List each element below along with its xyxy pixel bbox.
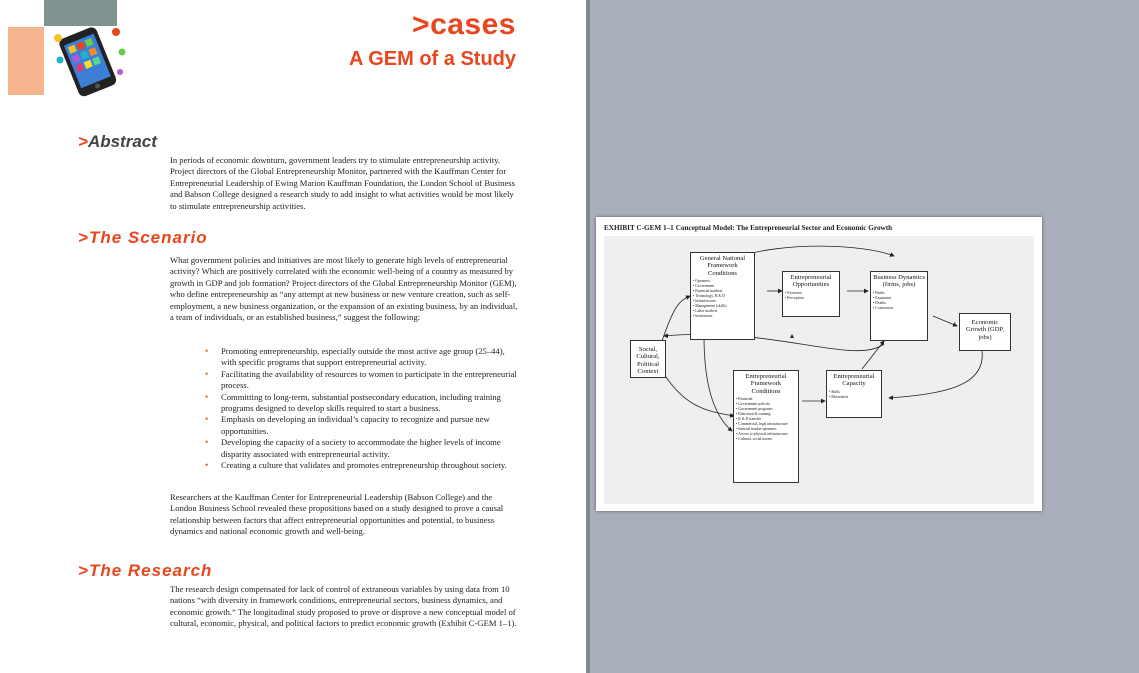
list-item: • Developing the capacity of a society to accommodate the higher levels of income disparity associated with entrepreneurial activity. (205, 437, 520, 460)
header-decor-block-orange (8, 27, 44, 95)
box-general-framework-conditions: General National Framework Conditions • Openness • Government • Financial markets • Technology, R & D • Infrastructure • Management (skills) • Labor markets • Institutions (690, 252, 755, 340)
exhibit-figure (596, 217, 1042, 511)
section-brand (349, 8, 516, 71)
box-social-context: Social, Cultural, Political Context (630, 340, 666, 378)
list-item: • Facilitating the availability of resources to women to participate in the entrepreneurial process. (205, 369, 520, 392)
case-title: A GEM of a Study (348, 48, 516, 70)
box-economic-growth: Economic Growth (GDP, jobs) (959, 313, 1011, 351)
abstract-text: In periods of economic downturn, government leaders try to stimulate entrepreneurship activity. Project directors of the Global Entrepreneurship Monitor, partnered with the Kauffman Center for Entrepreneurial Leadership of Ewing Marion Kauffman Foundation, the London School of Business and Babson College designed a research study to add insight to what activities would be most likely to stimulate entrepreneurship activities. (170, 155, 515, 211)
list-item: • Emphasis on developing an individual’s capacity to recognize and pursue new opportunities. (205, 414, 520, 437)
box-entrepreneurial-capacity: Entrepreneurial Capacity • Skills • Motivation (826, 370, 882, 418)
research-text: The research design compensated for lack of control of extraneous variables by using data from 10 nations “with diversity in framework conditions, entrepreneurial sectors, business dynamics, and economic growth.” The longitudinal study proposed to prove or disprove a new conceptual model of cultural, economic, physical, and political factors to predict economic growth (Exhibit C-GEM 1–1). (170, 584, 517, 629)
scenario-heading: >The Scenario (78, 228, 208, 247)
box-entrepreneurial-opportunities: Entrepreneurial Opportunities • Existence • Perception (782, 271, 840, 317)
exhibit-caption: EXHIBIT C-GEM 1–1 Conceptual Model: The Entrepreneurial Sector and Economic Growth (604, 224, 893, 232)
abstract-heading: >Abstract (78, 132, 157, 151)
scenario-closing: Researchers at the Kauffman Center for Entrepreneurial Leadership (Babson College) and the London Business School revealed these propositions based on a study designed to prove a causal relationship between factors that affect entrepreneurial opportunities and potential, to business dynamics and national economic growth and well-being. (170, 492, 504, 537)
research-heading: >The Research (78, 561, 213, 580)
list-item: • Creating a culture that validates and promotes entrepreneurship throughout society. (205, 460, 520, 471)
cases-logo: >cases (412, 8, 516, 41)
page-gutter (586, 0, 590, 673)
scenario-intro: What government policies and initiatives are most likely to generate high levels of entrepreneurial activity? Which are positively correlated with the economic well-being of a country as measured by growth in GDP and job formation? Project directors of the Global Entrepreneurship Monitor (GEM), who define entrepreneurship as “any attempt at new business or new venture creation, such as self-employment, a new business organization, or the expansion of an existing business, by an individual, a team of individuals, or an established business,” suggest the following: (170, 255, 518, 323)
scenario-bullet-list (205, 346, 520, 471)
box-business-dynamics: Business Dynamics (firms, jobs) • Births • Expansion • Deaths • Contraction (870, 271, 928, 341)
list-item: • Committing to long-term, substantial postsecondary education, including training programs designed to develop skills required to start a business. (205, 392, 520, 415)
smartphone-apps-icon (50, 22, 130, 100)
conceptual-model-diagram (604, 236, 1034, 504)
list-item: • Promoting entrepreneurship, especially outside the most active age group (25–44), with specific programs that support entrepreneurial activity. (205, 346, 520, 369)
box-entrepreneurial-framework-conditions: Entrepreneurial Framework Conditions • Financial • Government policies • Government programs • Education & training • R & D transfer • Commercial, legal infrastructure • Internal market openness • Access to physical infrastructure • Cultural, social norms (733, 370, 799, 483)
